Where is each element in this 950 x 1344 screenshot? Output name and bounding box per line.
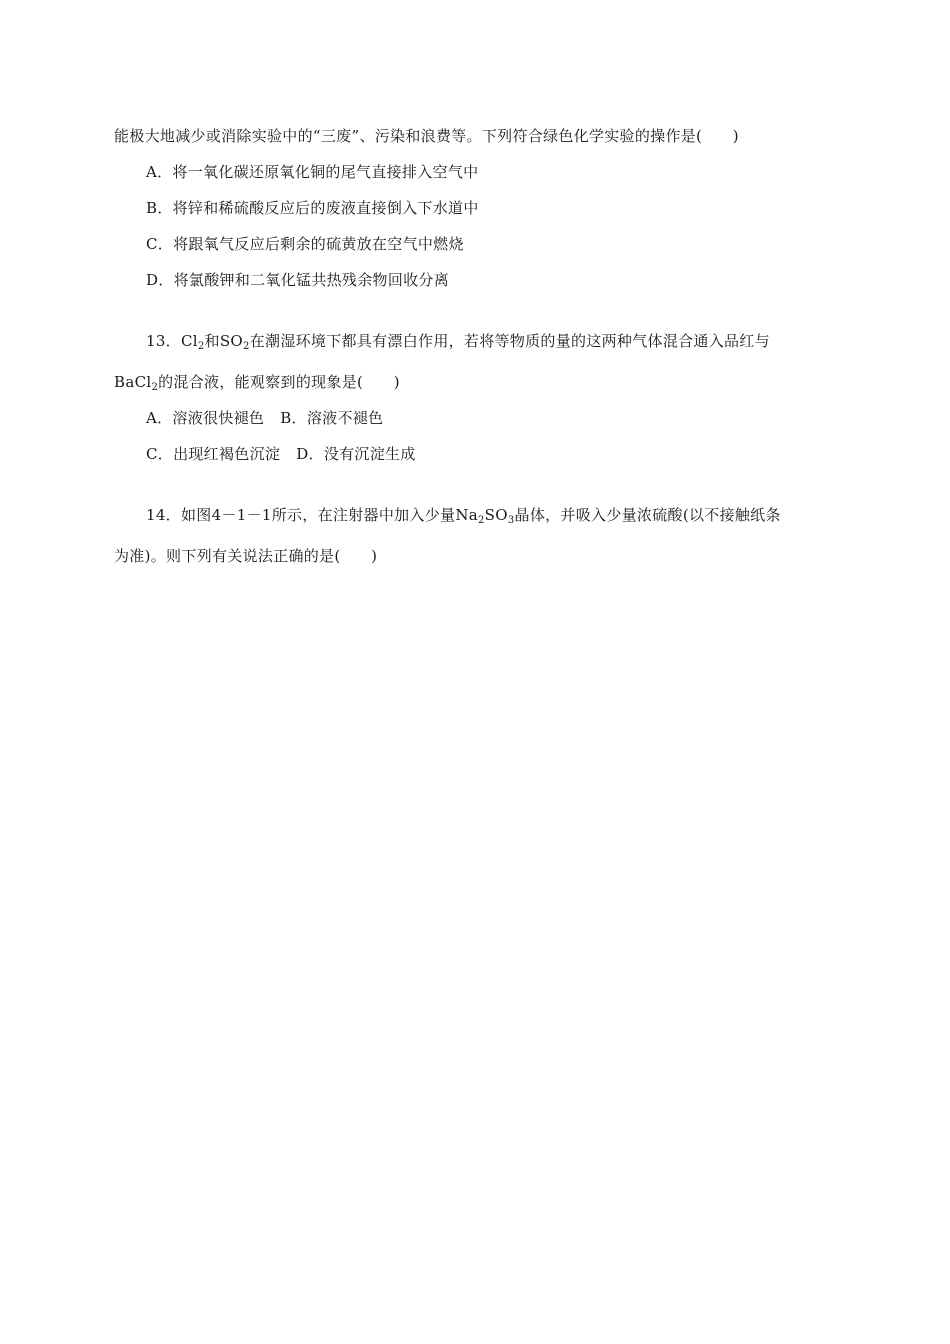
q14-line2-text: 为准)。则下列有关说法正确的是( ) xyxy=(114,547,378,565)
q12-option-d xyxy=(146,270,449,290)
q13-option-a: A．溶液很快褪色 xyxy=(146,409,265,427)
q13-and: 和 xyxy=(204,332,220,350)
formula-na2so3: $Na_2SO_3$ xyxy=(455,506,515,526)
q12-stem xyxy=(114,126,739,146)
formula-cl2: $Cl_2$ xyxy=(181,332,205,352)
q14-prefix: 14．如图4－1－1所示，在注射器中加入少量 xyxy=(146,506,456,524)
q13-stem-line2 xyxy=(114,372,400,392)
q13-stem-text-b: 的混合液，能观察到的现象是( ) xyxy=(158,373,400,391)
q12-option-c xyxy=(146,234,464,254)
formula-so2: $SO_2$ xyxy=(219,332,250,352)
q12-option-a xyxy=(146,162,478,182)
q14-suffix: 晶体，并吸入少量浓硫酸(以不接触纸条 xyxy=(514,506,781,524)
q14-stem-line2 xyxy=(114,546,377,566)
q12-option-b xyxy=(146,198,479,218)
q12-option-a-text: A．将一氧化碳还原氧化铜的尾气直接排入空气中 xyxy=(146,163,479,181)
q13-stem-line1 xyxy=(146,331,770,351)
q12-option-b-text: B．将锌和稀硫酸反应后的废液直接倒入下水道中 xyxy=(146,199,479,217)
q13-option-d: D．没有沉淀生成 xyxy=(296,445,416,463)
q12-option-d-text: D．将氯酸钾和二氧化锰共热残余物回收分离 xyxy=(146,271,450,289)
q14-stem-line1 xyxy=(146,505,781,525)
q13-options-row1 xyxy=(146,408,383,428)
formula-bacl2: BaCl$_2$ xyxy=(114,373,159,393)
q13-stem-text-a: 在潮湿环境下都具有漂白作用，若将等物质的量的这两种气体混合通入品红与 xyxy=(249,332,770,350)
q13-option-c: C．出现红褐色沉淀 xyxy=(146,445,281,463)
q12-stem-text: 能极大地减少或消除实验中的“三废”、污染和浪费等。下列符合绿色化学实验的操作是( ) xyxy=(114,127,739,145)
q13-options-row2 xyxy=(146,444,416,464)
q12-option-c-text: C．将跟氧气反应后剩余的硫黄放在空气中燃烧 xyxy=(146,235,464,253)
q13-option-b: B．溶液不褪色 xyxy=(280,409,384,427)
q13-number: 13． xyxy=(146,332,181,350)
